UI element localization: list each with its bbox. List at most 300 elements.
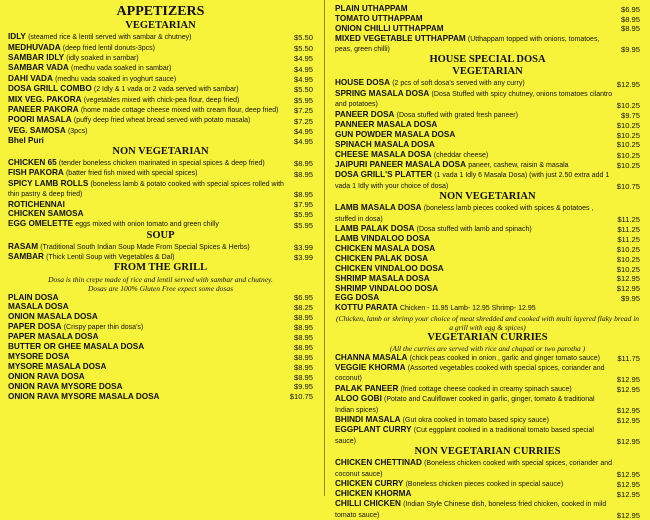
- menu-item-name: BHINDI MASALA: [335, 415, 401, 425]
- menu-item-price: $3.99: [293, 253, 313, 263]
- menu-item-price: $9.95: [620, 294, 640, 304]
- menu-item-text: [335, 353, 613, 363]
- menu-item: [8, 242, 313, 252]
- menu-item-price: $10.25: [616, 150, 640, 160]
- menu-item-text: [8, 209, 290, 219]
- menu-item: [8, 332, 313, 342]
- menu-item-name: PALAK PANEER: [335, 383, 399, 393]
- menu-item-name: PLAIN UTHAPPAM: [335, 4, 408, 13]
- menu-item-text: [335, 4, 617, 14]
- menu-item-name: POORI MASALA: [8, 115, 72, 125]
- menu-item: [335, 394, 640, 415]
- menu-item-price: $12.95: [616, 416, 640, 426]
- menu-item-text: [8, 302, 290, 312]
- menu-item-text: [335, 384, 613, 394]
- menu-item-text: [335, 78, 613, 88]
- menu-item-name: VEGGIE KHORMA: [335, 363, 406, 373]
- menu-item-name: PAPER DOSA: [8, 322, 62, 332]
- menu-item-name: ONION CHILLI UTTHAPPAM: [335, 23, 444, 33]
- menu-item-text: [8, 168, 290, 178]
- menu-item-text: [335, 479, 613, 489]
- menu-item-text: [335, 224, 613, 234]
- menu-item-text: [335, 130, 613, 140]
- menu-item-price: $12.95: [616, 405, 640, 415]
- menu-item: [8, 200, 313, 210]
- menu-item: [335, 34, 640, 55]
- menu-item-price: $8.25: [293, 303, 313, 313]
- menu-item: [335, 254, 640, 264]
- menu-item-text: [335, 363, 613, 384]
- menu-item-name: SAMBAR VADA: [8, 63, 69, 73]
- menu-item-name: CHILLI CHICKEN: [335, 499, 401, 509]
- menu-item-price: $10.25: [616, 100, 640, 110]
- menu-item-text: [8, 392, 286, 402]
- menu-item: [335, 363, 640, 384]
- menu-item: [8, 209, 313, 219]
- menu-item: [335, 89, 640, 110]
- menu-item-name: CHANNA MASALA: [335, 352, 408, 362]
- menu-item: [8, 105, 313, 115]
- menu-item-name: DOSA GRILL COMBO: [8, 84, 92, 94]
- menu-item: [8, 84, 313, 94]
- menu-item-name: MYSORE MASALA DOSA: [8, 361, 107, 371]
- menu-item-description: (Dosa Stuffed with spicy chutney, onions tomatoes cilantro and potatoes): [335, 90, 613, 109]
- menu-item-name: MYSORE DOSA: [8, 352, 70, 362]
- menu-item: [8, 136, 313, 146]
- menu-item-price: $12.95: [616, 437, 640, 447]
- menu-item-description: (batter fried fish mixed with special spices): [65, 170, 198, 178]
- menu-item-text: [8, 32, 290, 42]
- menu-item-description: (Potato and Cauliflower cooked in garlic, ginger, tomato & traditional Indian spices): [335, 396, 595, 414]
- menu-item-price: $8.95: [620, 14, 640, 24]
- menu-item-name: ONION RAVA MYSORE MASALA DOSA: [8, 391, 160, 401]
- menu-item-name: CHICKEN KHORMA: [335, 489, 412, 499]
- menu-item-name: RASAM: [8, 241, 39, 251]
- menu-item-text: [335, 244, 613, 254]
- menu-item-name: ROTICHENNAI: [8, 199, 65, 209]
- menu-item: [335, 425, 640, 446]
- menu-item-text: [8, 293, 290, 303]
- menu-item: [8, 293, 313, 303]
- menu-item-text: [335, 140, 613, 150]
- menu-item: [8, 312, 313, 322]
- menu-item: [335, 264, 640, 274]
- menu-item-name: EGG DOSA: [335, 293, 380, 303]
- menu-item-text: [335, 120, 613, 130]
- menu-item-price: $8.95: [293, 190, 313, 200]
- menu-item-description: (2 Idly & 1 vada or 2 vada served with sambar): [93, 86, 239, 94]
- menu-item: [8, 115, 313, 125]
- menu-item-text: [335, 24, 617, 34]
- menu-item-text: [8, 84, 290, 94]
- menu-item: [335, 130, 640, 140]
- menu-item: [335, 120, 640, 130]
- section-heading: NON VEGETARIAN: [439, 191, 536, 203]
- menu-item-text: [8, 53, 290, 63]
- menu-item: [335, 14, 640, 24]
- menu-item-price: $10.25: [616, 130, 640, 140]
- menu-item-text: [335, 254, 613, 264]
- menu-item: [8, 342, 313, 352]
- menu-item-price: $4.95: [293, 54, 313, 64]
- menu-item-name: DOSA GRILL'S PLATTER: [335, 170, 433, 180]
- menu-item-text: [335, 160, 613, 170]
- menu-item-text: [8, 136, 290, 146]
- menu-item-name: ONION RAVA DOSA: [8, 371, 85, 381]
- menu-item-name: PANNEER MASALA DOSA: [335, 120, 438, 129]
- menu-item-text: [335, 489, 613, 499]
- menu-item: [335, 4, 640, 14]
- menu-item-name: TOMATO UTTHAPPAM: [335, 13, 423, 23]
- section-note: (All the curries are served with rice and chapati or two parotha ): [389, 343, 586, 353]
- menu-item: [335, 203, 640, 224]
- menu-item-text: [8, 105, 290, 115]
- menu-item: [335, 353, 640, 363]
- menu-item-price: $11.25: [617, 214, 640, 224]
- menu-item-name: ALOO GOBI: [335, 394, 382, 404]
- menu-item-description: (medhu vada soaked in yoghurt sauce): [55, 75, 177, 83]
- menu-item-price: $10.25: [616, 161, 640, 171]
- menu-item-price: $8.95: [293, 362, 313, 372]
- menu-item: [8, 74, 313, 84]
- menu-item-price: $9.75: [620, 110, 640, 120]
- menu-item: [335, 150, 640, 160]
- menu-item-price: $8.95: [293, 312, 313, 322]
- menu-item-price: $8.95: [293, 159, 313, 169]
- menu-item-description: (home made cottage cheese mixed with cream flour, deep fried): [80, 106, 279, 114]
- menu-item: [335, 110, 640, 120]
- menu-item-price: $10.25: [616, 254, 640, 264]
- menu-item-text: [335, 203, 613, 224]
- menu-item: [8, 352, 313, 362]
- menu-item: [8, 168, 313, 178]
- menu-item-name: PANEER PAKORA: [8, 104, 79, 114]
- menu-item-price: $5.50: [293, 85, 313, 95]
- menu-item-price: $11.75: [617, 353, 640, 363]
- menu-item-text: [8, 43, 290, 53]
- menu-item-description: (Gut okra cooked in tomato based spicy sauce): [402, 417, 549, 425]
- menu-item-text: [8, 158, 290, 168]
- menu-item-price: $12.95: [616, 79, 640, 89]
- menu-item-description: Chicken - 11.95 Lamb- 12.95 Shrimp- 12.95: [399, 305, 536, 313]
- menu-item-text: [335, 234, 613, 244]
- menu-item: [335, 293, 640, 303]
- menu-item-price: $8.95: [293, 333, 313, 343]
- menu-item-name: GUN POWDER MASALA DOSA: [335, 129, 456, 139]
- menu-item-name: JAIPURI PANEER MASALA DOSA: [335, 159, 467, 169]
- menu-item-price: $6.95: [620, 4, 640, 14]
- section-heading: NON VEGETARIAN: [112, 145, 209, 157]
- menu-item-name: CHEESE MASALA DOSA: [335, 149, 432, 159]
- menu-item-name: LAMB PALAK DOSA: [335, 223, 415, 233]
- menu-item-price: $12.95: [616, 469, 640, 479]
- menu-item-price: $8.95: [293, 169, 313, 179]
- menu-item-description: (Boneless chicken cooked with special spices, coriander and coconut sauce): [335, 460, 612, 478]
- menu-item-text: [335, 284, 613, 294]
- menu-item: [335, 170, 640, 191]
- menu-item-name: SHRIMP VINDALOO DOSA: [335, 283, 439, 293]
- menu-item: [8, 252, 313, 262]
- menu-item-price: $5.95: [293, 210, 313, 220]
- menu-item-name: EGGPLANT CURRY: [335, 425, 412, 435]
- menu-item-name: VEG. SAMOSA: [8, 125, 66, 135]
- menu-item-description: (Cut eggplant cooked in a traditional tomato based special sauce): [335, 427, 594, 445]
- menu-item-text: [8, 200, 290, 210]
- menu-item-price: $3.99: [293, 242, 313, 252]
- section-note: (Chicken, lamb or shrimp your choice of meat shredded and cooked with multi layered flaky bread in a grill with egg & spices): [335, 313, 640, 332]
- menu-item: [8, 32, 313, 42]
- menu-item: [335, 489, 640, 499]
- menu-item-name: MIXED VEGETABLE UTTHAPPAM: [335, 33, 466, 43]
- menu-item-price: $10.75: [616, 181, 640, 191]
- menu-item-text: [335, 110, 617, 120]
- menu-item-price: $12.95: [616, 490, 640, 500]
- menu-item-description: (Thick Lentil Soup with Vegetables & Dal): [46, 254, 175, 262]
- menu-item-description: (Dosa stuffed with grated fresh paneer): [396, 111, 518, 119]
- menu-item: [335, 284, 640, 294]
- menu-item: [335, 303, 640, 313]
- menu-item-price: $8.95: [620, 24, 640, 34]
- menu-item-description: (puffy deep fried wheat bread served with potato masala): [73, 117, 251, 125]
- section-heading: FROM THE GRILL: [113, 262, 208, 274]
- menu-item-price: $10.25: [616, 264, 640, 274]
- menu-item-text: [335, 264, 613, 274]
- menu-item-price: $8.95: [293, 352, 313, 362]
- menu-item-price: $12.95: [616, 374, 640, 384]
- menu-item: [8, 53, 313, 63]
- section-heading: VEGETARIAN: [125, 20, 196, 32]
- menu-item: [8, 382, 313, 392]
- menu-item-description: (idly soaked in sambar): [66, 54, 139, 62]
- menu-item-name: DAHI VADA: [8, 73, 53, 83]
- section-heading: HOUSE SPECIAL DOSA: [429, 54, 546, 66]
- section-note: Dosas are 100% Gluten Free expect some dosas: [87, 283, 234, 293]
- menu-item-price: $10.75: [289, 392, 313, 402]
- menu-item-price: $8.95: [293, 343, 313, 353]
- menu-item-text: [335, 170, 613, 191]
- menu-item-text: [335, 14, 617, 24]
- menu-item-name: SPINACH MASALA DOSA: [335, 139, 435, 149]
- menu-item-description: paneer, cashew, raisin & masala: [468, 161, 569, 169]
- menu-item-name: CHICKEN VINDALOO DOSA: [335, 263, 444, 273]
- menu-item: [8, 362, 313, 372]
- menu-item: [8, 302, 313, 312]
- section-note: Dosa is thin crepe made of rice and lentil served with sambar and chutney.: [48, 274, 273, 284]
- menu-item-name: LAMB MASALA DOSA: [335, 203, 422, 213]
- menu-item-description: (fried cottage cheese cooked in creamy spinach sauce): [400, 385, 572, 393]
- menu-item-text: [8, 322, 290, 332]
- menu-item-name: MASALA DOSA: [8, 302, 69, 312]
- menu-item-description: (chick peas cooked in onion , garlic and ginger tomato sauce): [409, 354, 600, 362]
- menu-item-description: (Traditional South Indian Soup Made From Special Spices & Herbs): [40, 243, 250, 251]
- menu-item: [335, 499, 640, 520]
- menu-item-price: $10.25: [616, 120, 640, 130]
- section-heading: APPETIZERS: [116, 4, 205, 19]
- menu-item-text: [8, 352, 290, 362]
- menu-item-price: $8.95: [293, 323, 313, 333]
- menu-item-description: (steamed rice & lentil served with sambar & chutney): [28, 34, 192, 42]
- menu-item-description: (tender boneless chicken marinated in special spices & deep fried): [58, 159, 265, 167]
- menu-item-price: $7.25: [293, 106, 313, 116]
- menu-item: [335, 415, 640, 425]
- menu-item-description: (deep fried lentil donuts-3pcs): [62, 44, 156, 52]
- menu-item-description: (3pcs): [67, 127, 88, 135]
- menu-item-name: CHICKEN CHETTINAD: [335, 458, 422, 468]
- menu-item-price: $11.25: [617, 235, 640, 245]
- menu-item-price: $5.50: [293, 33, 313, 43]
- menu-item-description: (cheddar cheese): [433, 151, 489, 159]
- menu-item: [8, 179, 313, 200]
- menu-item-name: SAMBAR IDLY: [8, 52, 65, 62]
- menu-item-text: [335, 303, 636, 313]
- menu-item-text: [8, 382, 290, 392]
- menu-item: [335, 140, 640, 150]
- menu-item-price: $4.95: [293, 64, 313, 74]
- menu-item-name: CHICKEN SAMOSA: [8, 209, 84, 219]
- menu-item: [335, 234, 640, 244]
- menu-item-name: SPICY LAMB ROLLS: [8, 178, 89, 188]
- menu-item-text: [335, 150, 613, 160]
- menu-item-price: $7.25: [293, 116, 313, 126]
- menu-item-text: [335, 394, 613, 415]
- menu-item: [8, 392, 313, 402]
- menu-item-name: SAMBAR: [8, 252, 44, 262]
- menu-item-name: KOTTU PARATA: [335, 303, 398, 313]
- menu-item: [8, 158, 313, 168]
- menu-item-text: [335, 34, 617, 55]
- column-divider: [324, 0, 325, 496]
- menu-item-text: [8, 74, 290, 84]
- menu-item-name: MIX VEG. PAKORA: [8, 94, 82, 104]
- menu-item-text: [8, 242, 290, 252]
- menu-item-description: (Indian Style Chinese dish, boneless fried chicken, cooked in mild tomato sauce): [335, 501, 607, 519]
- menu-item-text: [8, 219, 290, 229]
- menu-item-description: (Crispy paper thin dosa's): [63, 324, 144, 332]
- menu-item-text: [335, 274, 613, 284]
- menu-item-text: [335, 425, 613, 446]
- menu-item-price: $5.50: [293, 43, 313, 53]
- menu-item-text: [8, 362, 290, 372]
- menu-item-name: PLAIN DOSA: [8, 292, 59, 302]
- menu-item-text: [335, 293, 617, 303]
- menu-item-price: $9.95: [620, 45, 640, 55]
- menu-item-text: [8, 312, 290, 322]
- menu-item-text: [8, 372, 290, 382]
- menu-item-name: ONION RAVA MYSORE DOSA: [8, 381, 123, 391]
- menu-item-price: $11.25: [617, 225, 640, 235]
- menu-item: [335, 458, 640, 479]
- menu-item-description: (boneless lamb & potato cooked with special spices rolled with thin pastry & deep fried): [8, 180, 284, 199]
- menu-item-price: $12.95: [616, 480, 640, 490]
- menu-item-price: $12.95: [616, 510, 640, 520]
- menu-item-text: [335, 415, 613, 425]
- menu-item-text: [8, 63, 290, 73]
- menu-item-text: [8, 126, 290, 136]
- menu-item-price: $10.25: [616, 140, 640, 150]
- menu-item: [8, 63, 313, 73]
- menu-item-description: (vegetables mixed with chick-pea flour, deep fried): [83, 96, 240, 104]
- section-heading: VEGETARIAN CURRIES: [427, 331, 548, 343]
- menu-item-name: CHICKEN CURRY: [335, 479, 404, 489]
- menu-item: [8, 126, 313, 136]
- menu-item-price: $5.95: [293, 95, 313, 105]
- menu-item-price: $6.95: [293, 293, 313, 303]
- menu-item: [335, 78, 640, 88]
- menu-item: [335, 274, 640, 284]
- menu-item-text: [8, 332, 290, 342]
- menu-item-text: [8, 342, 290, 352]
- section-heading: SOUP: [146, 229, 175, 241]
- menu-item-name: HOUSE DOSA: [335, 78, 391, 88]
- menu-item-name: CHICKEN 65: [8, 157, 57, 167]
- menu-item-price: $4.95: [293, 126, 313, 136]
- menu-item-description: (Boneless chicken pieces cooked in special sauce): [405, 481, 564, 489]
- menu-item-price: $12.95: [616, 274, 640, 284]
- menu-column-left: [8, 4, 313, 401]
- menu-item-description: (Assorted vegetables cooked with special spices, coriander and coconut): [335, 365, 605, 383]
- menu-item-price: $4.95: [293, 136, 313, 146]
- menu-item: [335, 24, 640, 34]
- menu-item: [8, 322, 313, 332]
- menu-item-price: $12.95: [616, 385, 640, 395]
- menu-item-description: (Dosa stuffed with lamb and spinach): [416, 225, 532, 233]
- menu-item-name: LAMB VINDALOO DOSA: [335, 234, 431, 244]
- menu-item-name: MEDHUVADA: [8, 42, 61, 52]
- menu-item-name: IDLY: [8, 32, 26, 42]
- menu-item-description: eggs mixed with onion tomato and green chilly: [75, 221, 219, 229]
- section-heading: NON VEGETARIAN CURRIES: [414, 446, 561, 458]
- menu-item-name: SPRING MASALA DOSA: [335, 88, 430, 98]
- menu-item-price: $9.95: [293, 382, 313, 392]
- menu-item: [335, 160, 640, 170]
- menu-item-name: SHRIMP MASALA DOSA: [335, 273, 430, 283]
- menu-item-text: [8, 115, 290, 125]
- menu-item-text: [8, 179, 290, 200]
- menu-item: [8, 219, 313, 229]
- menu-item: [8, 372, 313, 382]
- menu-item-description: (1 vada 1 Idly 6 Masala Dosa) (with just 2.50 extra add 1 vada 1 Idly with your choice of dosa): [335, 172, 610, 190]
- menu-item-description: (2 pcs of soft dosa's served with any curry): [392, 80, 525, 88]
- menu-item-price: $10.25: [616, 244, 640, 254]
- menu-item-name: CHICKEN MASALA DOSA: [335, 244, 436, 254]
- menu-item-name: PAPER MASALA DOSA: [8, 332, 99, 342]
- menu-item-text: [335, 89, 613, 110]
- menu-item-name: ONION MASALA DOSA: [8, 312, 98, 322]
- menu-item-name: BUTTER OR GHEE MASALA DOSA: [8, 342, 145, 352]
- menu-column-right: [335, 4, 640, 520]
- section-heading: VEGETARIAN: [452, 66, 523, 78]
- menu-item-text: [8, 252, 290, 262]
- menu-item-name: EGG OMELETTE: [8, 219, 74, 229]
- menu-item: [8, 43, 313, 53]
- menu-item-name: FISH PAKORA: [8, 168, 64, 178]
- menu-item-description: (medhu vada soaked in sambar): [70, 65, 172, 73]
- menu-item: [335, 479, 640, 489]
- menu-item-price: $12.95: [616, 284, 640, 294]
- menu-item-price: $8.95: [293, 372, 313, 382]
- menu-item-price: $4.95: [293, 75, 313, 84]
- menu-item-description: (Utthappam topped with onions, tomatoes, peas, green chilli): [335, 35, 600, 53]
- menu-item-price: $5.95: [293, 220, 313, 230]
- menu-item-description: (boneless lamb pieces cooked with spices & potatoes , stuffed in dosa): [335, 205, 594, 223]
- menu-item-text: [8, 95, 290, 105]
- menu-item-name: Bhel Puri: [8, 136, 44, 146]
- menu-item-price: $7.95: [293, 200, 313, 210]
- menu-item-name: PANEER DOSA: [335, 109, 395, 119]
- menu-item: [335, 384, 640, 394]
- menu-item-name: CHICKEN PALAK DOSA: [335, 254, 429, 264]
- menu-item: [335, 244, 640, 254]
